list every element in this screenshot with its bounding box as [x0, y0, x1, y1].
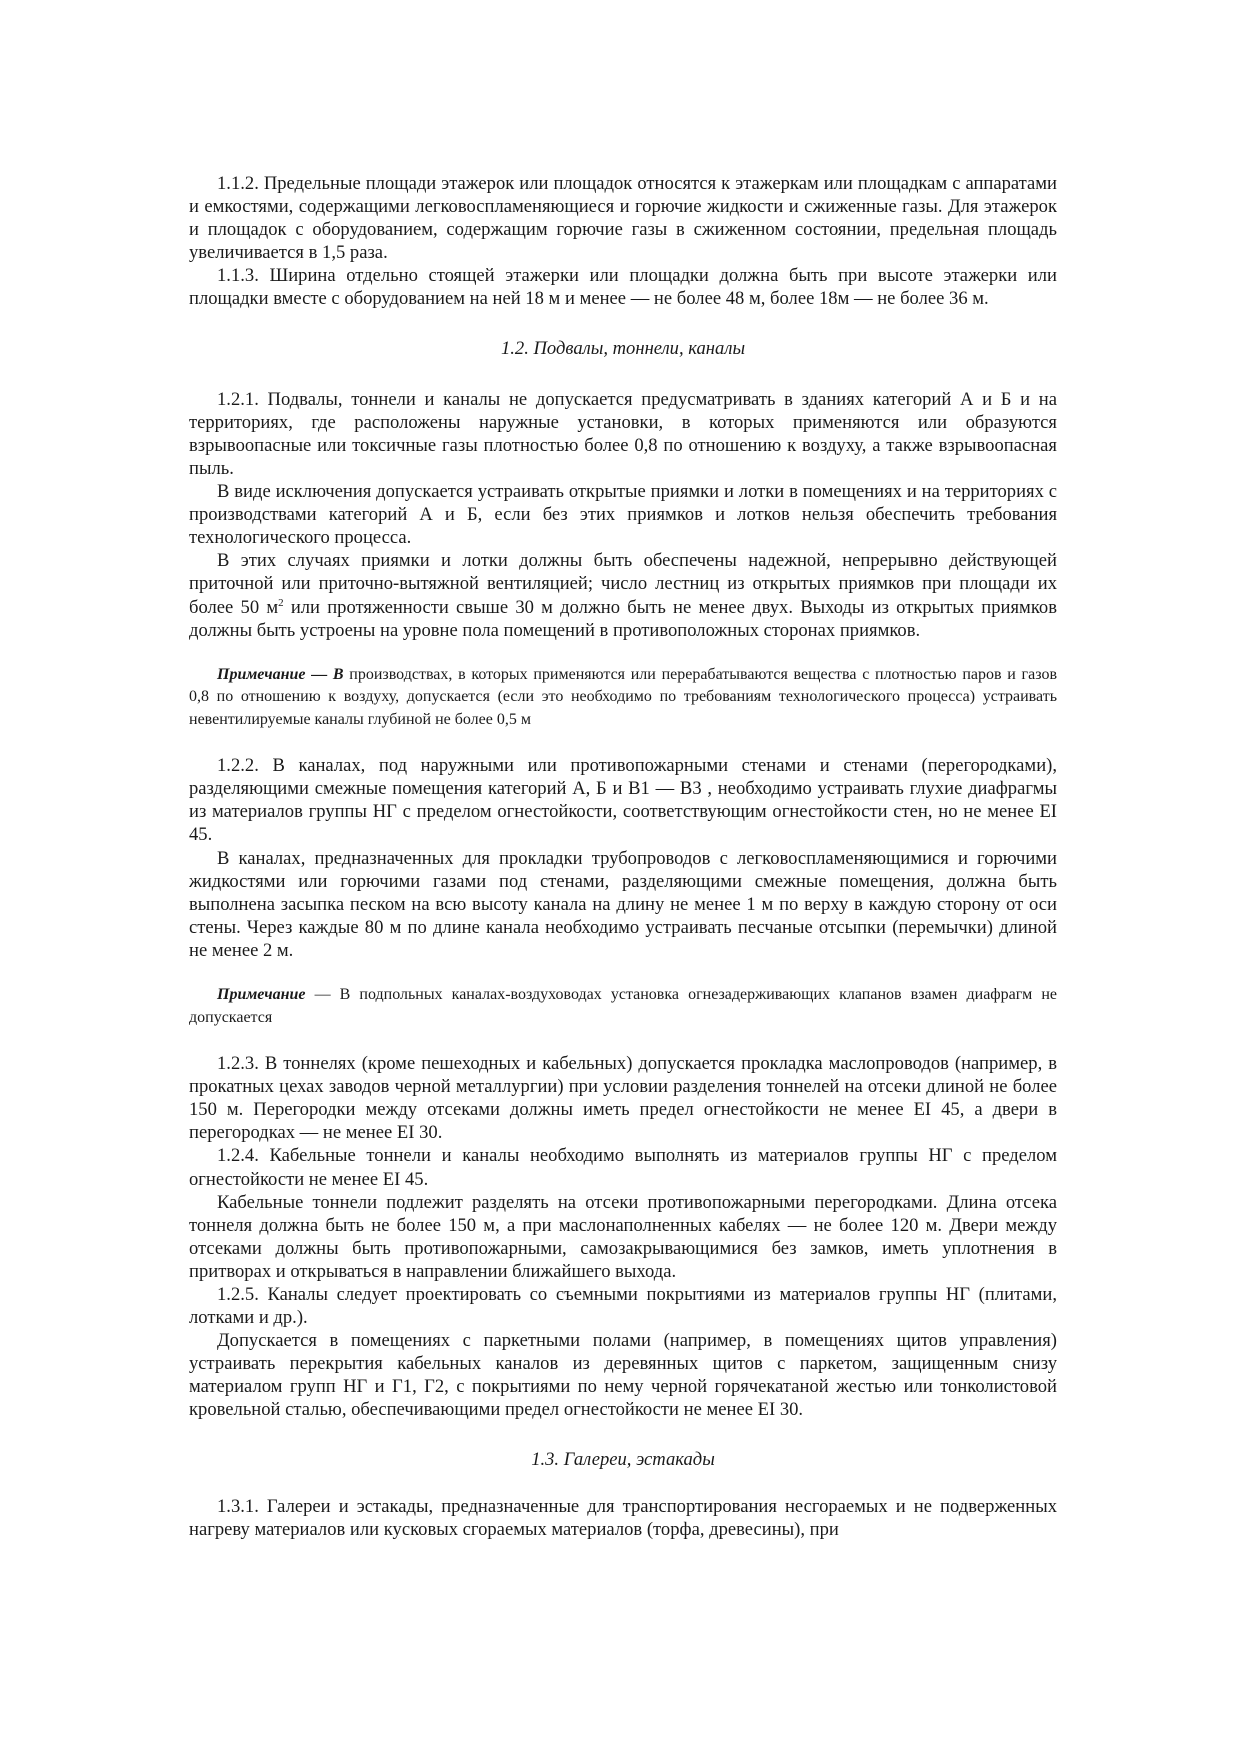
section-heading-1-2: 1.2. Подвалы, тоннели, каналы: [500, 337, 746, 359]
paragraph-1-2-5: 1.2.5. Каналы следует проектировать со съемными покрытиями из материалов группы НГ (плитами, лотками и др.).: [189, 1283, 1057, 1329]
pits-text-b: или протяженности свыше 30 м должно быть не менее двух. Выходы из открытых приямков должны быть устроены на уровне пола помещений в противоположных сторонах приямков.: [189, 596, 1057, 641]
paragraph-exception: В виде исключения допускается устраивать открытые приямки и лотки в помещениях и на территориях с производствами категорий А и Б, если без этих приямков и лотков нельзя обеспечить требования технологического процесса.: [189, 481, 1057, 549]
paragraph-pits: [189, 549, 1057, 641]
paragraph-1-1-3: 1.1.3. Ширина отдельно стоящей этажерки или площадки должна быть при высоте этажерки или площадки вместе с оборудованием на ней 18 м и менее — не более 48 м, более 18м — не более 36 м.: [189, 265, 1057, 310]
paragraph-1-1-2: 1.1.2. Предельные площади этажерок или площадок относятся к этажеркам или площадкам с аппаратами и емкостями, содержащими легковоспламеняющиеся и горючие жидкости и сжиженные газы. Для этажерок и площадок с оборудованием, содержащим горючие газы в сжиженном состоянии, предельная площадь увеличивается в 1,5 раза.: [189, 173, 1057, 264]
note-2-label: Примечание: [217, 986, 306, 1004]
superscript-squared: 2: [278, 596, 284, 609]
paragraph-parquet: Допускается в помещениях с паркетными полами (например, в помещениях щитов управления) устраивать перекрытия кабельных каналов из деревянных щитов с паркетом, защищенным снизу материалом групп НГ и Г1, Г2, с покрытиями по нему черной горячекатаной жестью или тонколистовой кровельной сталью, обеспечивающими предел огнестойкости не менее EI 30.: [189, 1330, 1057, 1421]
paragraph-1-3-1: 1.3.1. Галереи и эстакады, предназначенные для транспортирования несгораемых и не подверженных нагреву материалов или кусковых сгораемых материалов (торфа, древесины), при: [189, 1495, 1057, 1540]
note-2: [189, 984, 1057, 1029]
paragraph-1-2-3: 1.2.3. В тоннелях (кроме пешеходных и кабельных) допускается прокладка маслопроводов (например, в прокатных цехах заводов черной металлургии) при условии разделения тоннелей на отсеки длиной не более 150 м. Перегородки между отсеками должны иметь предел огнестойкости не менее EI 45, а двери в перегородках — не менее EI 30.: [189, 1053, 1057, 1144]
note-1-label: Примечание — В: [217, 665, 344, 683]
page-content: [189, 172, 1057, 1541]
note-1-text: производствах, в которых применяются или перерабатываются вещества с плотностью паров и газов 0,8 по отношению к воздуху, допускается (если это необходимо по требованиям технологического процесса) устраивать невентилируемые каналы глубиной не более 0,5 м: [189, 665, 1057, 728]
paragraph-1-2-2: 1.2.2. В каналах, под наружными или противопожарными стенами и стенами (перегородками), разделяющими смежные помещения категорий А, Б и В1 — В3 , необходимо устраивать глухие диафрагмы из материалов группы НГ с пределом огнестойкости, соответствующим огнестойкости стен, но не менее EI 45.: [189, 755, 1057, 846]
note-2-text: — В подпольных каналах-воздуховодах установка огнезадерживающих клапанов взамен диафрагм не допускается: [189, 986, 1057, 1026]
paragraph-1-2-4: 1.2.4. Кабельные тоннели и каналы необходимо выполнять из материалов группы НГ с пределом огнестойкости не менее EI 45.: [189, 1145, 1057, 1190]
paragraph-cable-tunnels: Кабельные тоннели подлежит разделять на отсеки противопожарными перегородками. Длина отсека тоннеля должна быть не более 150 м, а при маслонаполненных кабелях — не более 120 м. Двери между отсеками должны быть противопожарными, самозакрывающимися без замков, иметь уплотнения в притворах и открываться в направлении ближайшего выхода.: [189, 1191, 1057, 1282]
pits-text-a: В этих случаях приямки и лотки должны быть обеспечены надежной, непрерывно действующей приточной или приточно-вытяжной вентиляцией; число лестниц из открытых приямков при площади их более 50 м: [189, 550, 1057, 618]
paragraph-1-2-1: 1.2.1. Подвалы, тоннели и каналы не допускается предусматривать в зданиях категорий А и Б и на территориях, где расположены наружные установки, в которых применяются или образуются взрывоопасные или токсичные газы плотностью более 0,8 по отношению к воздуху, а также взрывоопасная пыль.: [189, 388, 1057, 479]
paragraph-channels-sand: В каналах, предназначенных для прокладки трубопроводов с легковоспламеняющимися и горючими жидкостями или горючими газами под стенами, разделяющими смежные помещения, должна быть выполнена засыпка песком на всю высоту канала на длину не менее 1 м по верху в каждую сторону от оси стены. Через каждые 80 м по длине канала необходимо устраивать песчаные отсыпки (перемычки) длиной не менее 2 м.: [189, 847, 1057, 961]
section-heading-1-3: 1.3. Галереи, эстакады: [531, 1448, 715, 1470]
note-1: [189, 664, 1057, 732]
